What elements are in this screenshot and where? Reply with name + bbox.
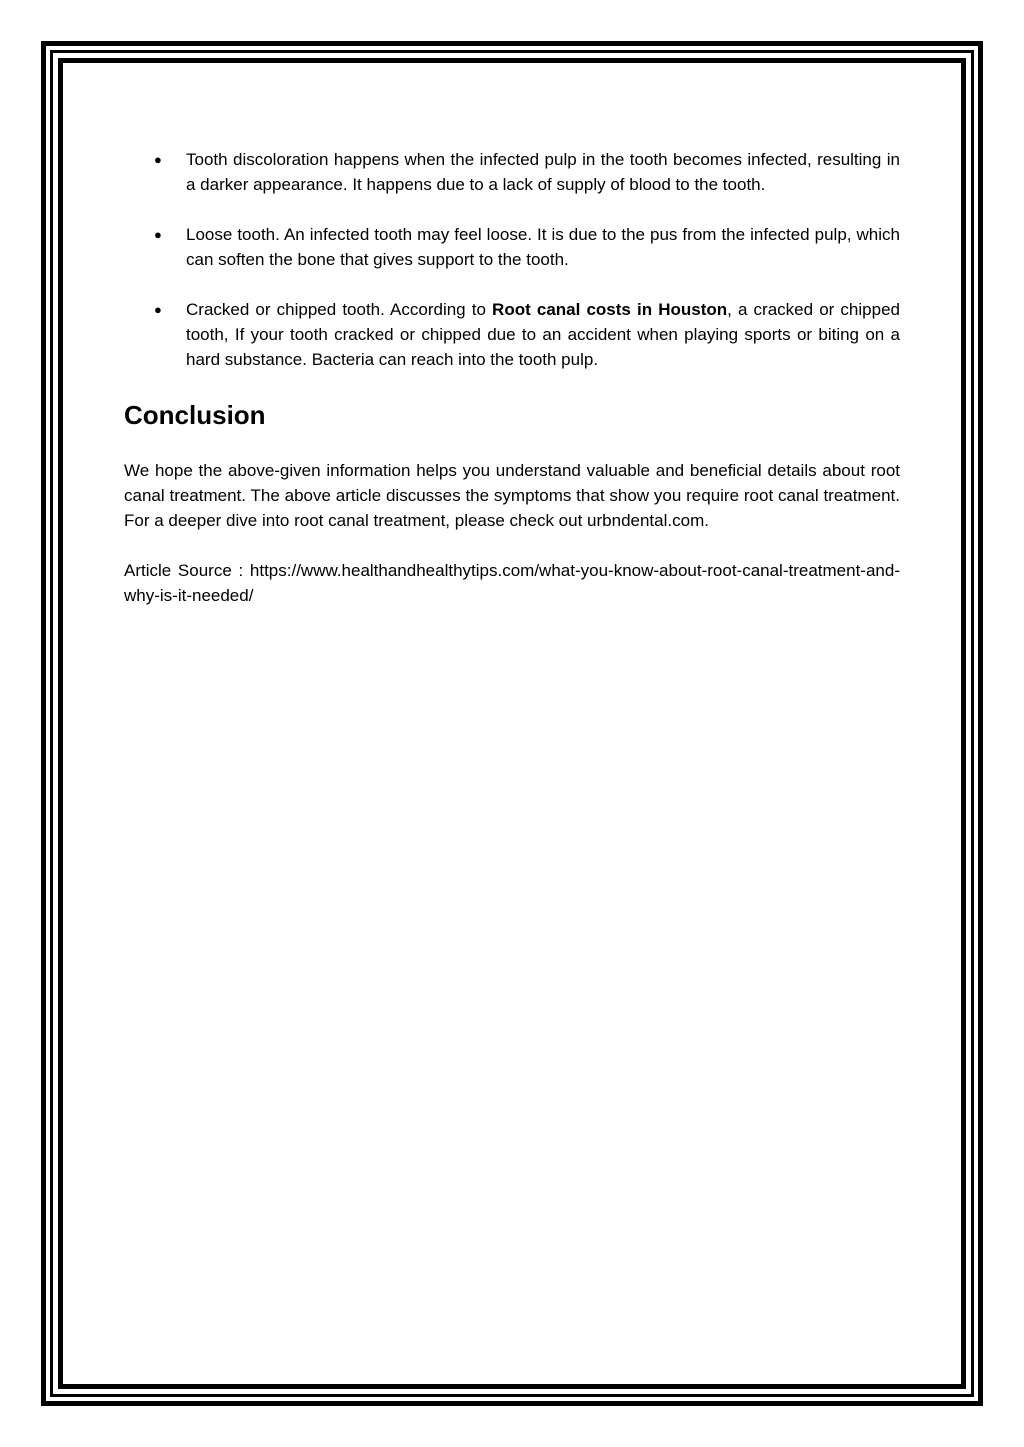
list-item-loose-tooth	[124, 222, 900, 272]
article-source: Article Source : https://www.healthandhealthytips.com/what-you-know-about-root-canal-treatment-and-why-is-it-needed/	[124, 561, 900, 605]
conclusion-paragraph: We hope the above-given information helps you understand valuable and beneficial details about root canal treatment. The above article discusses the symptoms that show you require root canal treatment. For a deeper dive into root canal treatment, please check out urbndental.com.	[124, 461, 900, 530]
list-item-discoloration	[124, 147, 900, 197]
list-item-text-after: , a cracked or chipped tooth, If your tooth cracked or chipped due to an accident when playing sports or biting on a hard substance. Bacteria can reach into the tooth pulp.	[186, 300, 900, 369]
symptom-list	[124, 147, 900, 372]
conclusion-heading: Conclusion	[124, 400, 266, 430]
list-item-text: Tooth discoloration happens when the infected pulp in the tooth becomes infected, resulting in a darker appearance. It happens due to a lack of supply of blood to the tooth.	[186, 150, 900, 194]
list-item-text-before: Cracked or chipped tooth. According to	[186, 300, 493, 319]
list-item-text: Loose tooth. An infected tooth may feel loose. It is due to the pus from the infected pulp, which can soften the bone that gives support to the tooth.	[186, 225, 900, 269]
bold-phrase: Root canal costs in Houston	[492, 300, 728, 319]
list-item-cracked-tooth	[124, 297, 900, 372]
document-content	[124, 147, 900, 608]
